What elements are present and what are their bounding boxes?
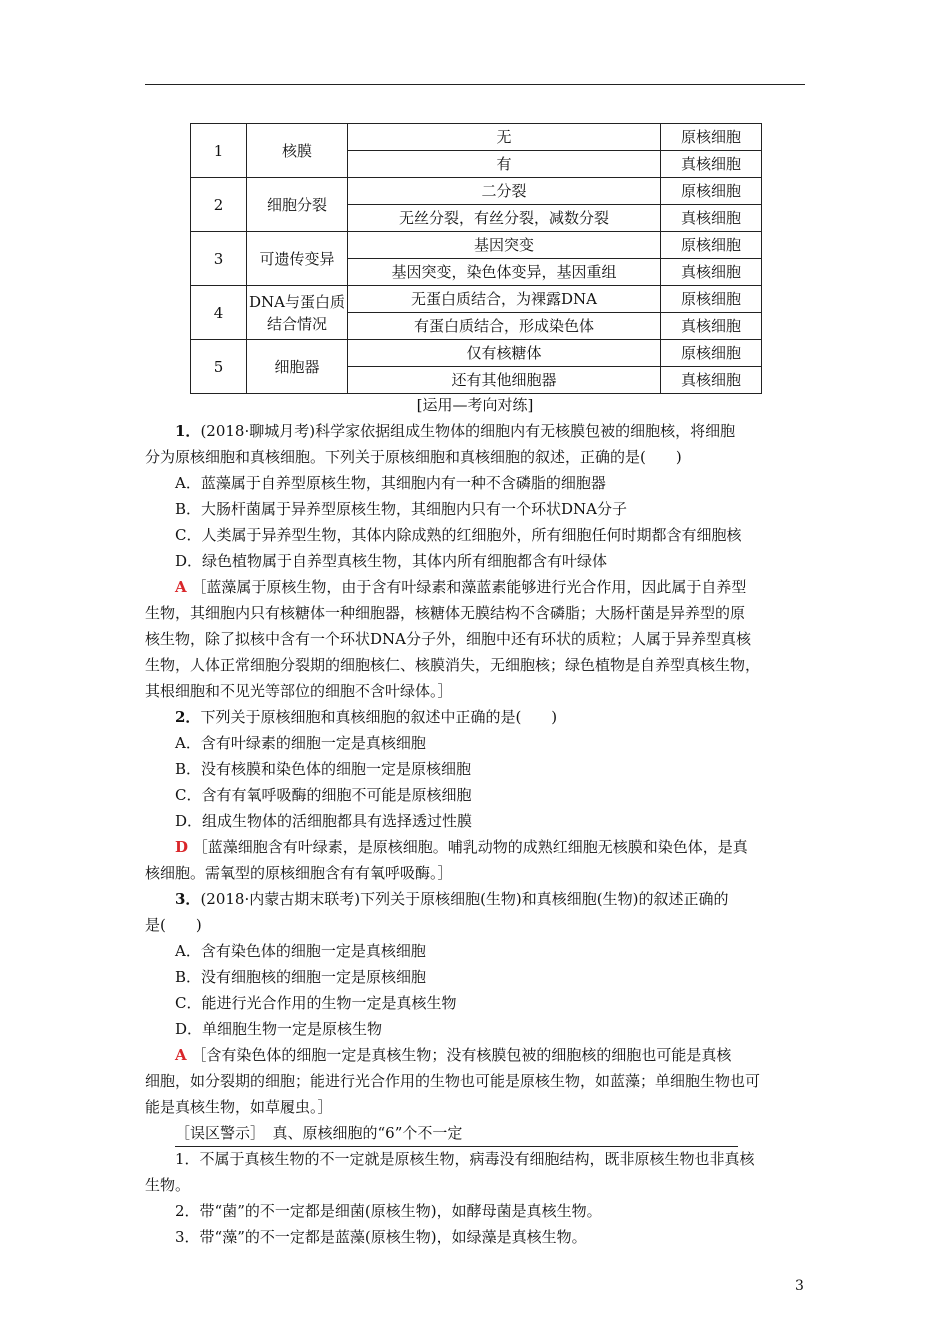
type-cell: 原核细胞: [661, 286, 762, 313]
row-item: 细胞分裂: [247, 178, 348, 232]
explanation-line: 核生物，除了拟核中含有一个环状DNA分子外，细胞中还有环状的质粒；人属于异养型真核: [145, 630, 751, 648]
row-number: 3: [191, 232, 247, 286]
eukaryote-cell: 基因突变，染色体变异，基因重组: [348, 259, 661, 286]
option-d: D．绿色植物属于自养型真核生物，其体内所有细胞都含有叶绿体: [175, 552, 608, 570]
answer-line: [175, 1042, 731, 1068]
explanation-line: 生物，其细胞内只有核糖体一种细胞器，核糖体无膜结构不含磷脂；大肠杆菌是异养型的原: [145, 604, 746, 622]
prokaryote-cell: 仅有核糖体: [348, 340, 661, 367]
note-item: 1．不属于真核生物的不一定就是原核生物，病毒没有细胞结构，既非原核生物也非真核: [175, 1150, 755, 1168]
row-item: 可遗传变异: [247, 232, 348, 286]
row-item: 核膜: [247, 124, 348, 178]
row-item: 细胞器: [247, 340, 348, 394]
warning-note-title: ［误区警示］ 真、原核细胞的“6”个不一定: [175, 1120, 738, 1147]
option-c: C．人类属于异养型生物，其体内除成熟的红细胞外，所有细胞任何时期都含有细胞核: [175, 526, 742, 544]
question-text: (2018·聊城月考)科学家依据组成生物体的细胞内有无核膜包被的细胞核，将细胞: [200, 422, 736, 440]
type-cell: 真核细胞: [661, 313, 762, 340]
option-a: A．含有染色体的细胞一定是真核细胞: [175, 942, 426, 960]
type-cell: 原核细胞: [661, 124, 762, 151]
explanation-line: 核细胞。需氧型的原核细胞含有有氧呼吸酶。］: [145, 864, 453, 882]
table-row: [191, 178, 762, 205]
eukaryote-cell: 无丝分裂，有丝分裂，减数分裂: [348, 205, 661, 232]
note-item: 生物。: [145, 1176, 191, 1194]
answer-line: [175, 834, 748, 860]
option-b: B．没有细胞核的细胞一定是原核细胞: [175, 968, 427, 986]
type-cell: 真核细胞: [661, 367, 762, 394]
prokaryote-cell: 无: [348, 124, 661, 151]
type-cell: 真核细胞: [661, 205, 762, 232]
question-text: (2018·内蒙古期末联考)下列关于原核细胞(生物)和真核细胞(生物)的叙述正确的: [200, 890, 729, 908]
type-cell: 原核细胞: [661, 232, 762, 259]
type-cell: 真核细胞: [661, 259, 762, 286]
prokaryote-cell: 二分裂: [348, 178, 661, 205]
eukaryote-cell: 有: [348, 151, 661, 178]
header-rule: [145, 84, 805, 85]
prokaryote-cell: 基因突变: [348, 232, 661, 259]
option-b: B．大肠杆菌属于异养型原核生物，其细胞内只有一个环状DNA分子: [175, 500, 628, 518]
question-3-stem-cont: 是( ): [145, 916, 202, 934]
type-cell: 原核细胞: [661, 340, 762, 367]
table-row: [191, 232, 762, 259]
option-a: A．含有叶绿素的细胞一定是真核细胞: [175, 734, 426, 752]
question-2-stem: [175, 704, 557, 730]
option-c: C．能进行光合作用的生物一定是真核生物: [175, 994, 457, 1012]
answer-line: [175, 574, 746, 600]
row-number: 5: [191, 340, 247, 394]
option-a: A．蓝藻属于自养型原核生物，其细胞内有一种不含磷脂的细胞器: [175, 474, 606, 492]
explanation-line: 能是真核生物，如草履虫。］: [145, 1098, 333, 1116]
answer-letter: D: [175, 838, 189, 856]
section-heading: [运用—考向对练]: [416, 396, 534, 414]
option-d: D．组成生物体的活细胞都具有选择透过性膜: [175, 812, 473, 830]
comparison-table: [190, 123, 762, 394]
question-3-stem: [175, 886, 729, 912]
explanation-text: ［含有染色体的细胞一定是真核生物；没有核膜包被的细胞核的细胞也可能是真核: [191, 1046, 732, 1064]
explanation-text: ［蓝藻细胞含有叶绿素，是原核细胞。哺乳动物的成熟红细胞无核膜和染色体，是真: [192, 838, 748, 856]
option-c: C．含有有氧呼吸酶的细胞不可能是原核细胞: [175, 786, 472, 804]
type-cell: 原核细胞: [661, 178, 762, 205]
note-item: 3．带“藻”的不一定都是蓝藻(原核生物)，如绿藻是真核生物。: [175, 1228, 587, 1246]
question-number: 3．: [175, 890, 201, 908]
question-number: 2．: [175, 708, 201, 726]
eukaryote-cell: 有蛋白质结合，形成染色体: [348, 313, 661, 340]
answer-letter: A: [175, 578, 187, 596]
question-1-stem-cont: 分为原核细胞和真核细胞。下列关于原核细胞和真核细胞的叙述，正确的是( ): [145, 448, 682, 466]
table-row: [191, 286, 762, 313]
row-number: 4: [191, 286, 247, 340]
option-d: D．单细胞生物一定是原核生物: [175, 1020, 383, 1038]
prokaryote-cell: 无蛋白质结合，为裸露DNA: [348, 286, 661, 313]
row-number: 2: [191, 178, 247, 232]
question-text: 下列关于原核细胞和真核细胞的叙述中正确的是( ): [200, 708, 558, 726]
question-1-stem: [175, 418, 735, 444]
explanation-line: 其根细胞和不见光等部位的细胞不含叶绿体。］: [145, 682, 453, 700]
eukaryote-cell: 还有其他细胞器: [348, 367, 661, 394]
answer-letter: A: [175, 1046, 187, 1064]
explanation-line: 生物，人体正常细胞分裂期的细胞核仁、核膜消失，无细胞核；绿色植物是自养型真核生物，: [145, 656, 761, 674]
question-number: 1．: [175, 422, 201, 440]
row-item: DNA与蛋白质结合情况: [247, 286, 348, 340]
explanation-text: ［蓝藻属于原核生物，由于含有叶绿素和藻蓝素能够进行光合作用，因此属于自养型: [191, 578, 747, 596]
type-cell: 真核细胞: [661, 151, 762, 178]
table-row: [191, 340, 762, 367]
option-b: B．没有核膜和染色体的细胞一定是原核细胞: [175, 760, 472, 778]
page-number: 3: [795, 1278, 804, 1294]
note-item: 2．带“菌”的不一定都是细菌(原核生物)，如酵母菌是真核生物。: [175, 1202, 602, 1220]
explanation-line: 细胞，如分裂期的细胞；能进行光合作用的生物也可能是原核生物，如蓝藻；单细胞生物也可: [145, 1072, 761, 1090]
table-row: [191, 124, 762, 151]
row-number: 1: [191, 124, 247, 178]
